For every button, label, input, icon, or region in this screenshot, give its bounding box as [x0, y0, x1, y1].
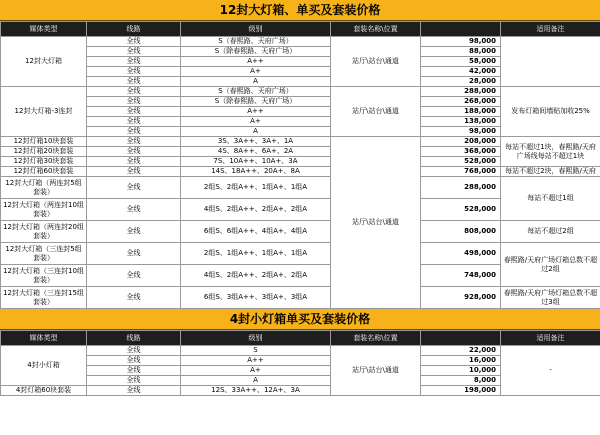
level: S（春熙路、天府广场）: [181, 37, 331, 47]
level: 6组S、3组A++、3组A+、3组A: [181, 287, 331, 309]
price: 42,000: [421, 67, 501, 77]
media-type: 12封灯箱10块套装: [1, 137, 87, 147]
price: 8,000: [421, 376, 501, 386]
price: 22,000: [421, 346, 501, 356]
media-type: 4封灯箱60块套装: [1, 386, 87, 396]
section2-table: [0, 330, 600, 396]
media-type: 12封灯箱30块套装: [1, 157, 87, 167]
table-row: [1, 177, 600, 199]
table-row: [1, 221, 600, 243]
line: 全线: [87, 356, 181, 366]
line: 全线: [87, 386, 181, 396]
level: A++: [181, 57, 331, 67]
col-line: 线路: [87, 22, 181, 37]
col-location: 套装名称\位置: [331, 22, 421, 37]
col-price: [421, 22, 501, 37]
section1-table: [0, 21, 600, 309]
level: S（春熙路、天府广场）: [181, 87, 331, 97]
level: 2组S、1组A++、1组A+、1组A: [181, 243, 331, 265]
level: 7S、10A++、10A+、3A: [181, 157, 331, 167]
price: 28,000: [421, 77, 501, 87]
table-row: [1, 87, 600, 97]
location: 站厅\站台\通道: [331, 137, 421, 309]
line: 全线: [87, 37, 181, 47]
line: 全线: [87, 77, 181, 87]
note: 春熙路/天府广场灯箱总数不超过3组: [501, 287, 600, 309]
section1-title: 12封大灯箱、单买及套装价格: [0, 0, 600, 21]
price: 368,000: [421, 147, 501, 157]
col-media-type: 媒体类型: [1, 331, 87, 346]
line: 全线: [87, 47, 181, 57]
price: 58,000: [421, 57, 501, 67]
line: 全线: [87, 57, 181, 67]
note: 每站不超过1块，春熙路/天府广场线每站不超过1块: [501, 137, 600, 167]
line: 全线: [87, 177, 181, 199]
section2-title: 4封小灯箱单买及套装价格: [0, 309, 600, 330]
price: 268,000: [421, 97, 501, 107]
price: 288,000: [421, 177, 501, 199]
line: 全线: [87, 265, 181, 287]
price: 288,000: [421, 87, 501, 97]
level: 4组S、2组A++、2组A+、2组A: [181, 199, 331, 221]
price: 208,000: [421, 137, 501, 147]
line: 全线: [87, 157, 181, 167]
media-type: 12封大灯箱（两连封5组套装）: [1, 177, 87, 199]
price: 528,000: [421, 199, 501, 221]
table-row: [1, 137, 600, 147]
level: 12S、33A++、12A+、3A: [181, 386, 331, 396]
col-location: 套装名称\位置: [331, 331, 421, 346]
price: 10,000: [421, 366, 501, 376]
level: A+: [181, 67, 331, 77]
level: S（除春熙路、天府广场）: [181, 47, 331, 57]
price: 16,000: [421, 356, 501, 366]
media-type: 12封灯箱60块套装: [1, 167, 87, 177]
table-row: [1, 167, 600, 177]
media-type: 12封大灯箱: [1, 37, 87, 87]
price: 98,000: [421, 127, 501, 137]
note: 发布灯箱间墙贴加收25%: [501, 87, 600, 137]
col-level: 级别: [181, 331, 331, 346]
table-row: [1, 346, 600, 356]
line: 全线: [87, 87, 181, 97]
level: 4组S、2组A++、2组A+、2组A: [181, 265, 331, 287]
price: 748,000: [421, 265, 501, 287]
level: A++: [181, 107, 331, 117]
table-row: [1, 243, 600, 265]
price: 928,000: [421, 287, 501, 309]
level: A+: [181, 117, 331, 127]
price: 188,000: [421, 107, 501, 117]
note: 每站不超过2组: [501, 221, 600, 243]
col-media-type: 媒体类型: [1, 22, 87, 37]
level: A: [181, 77, 331, 87]
media-type: 12封大灯箱（三连封5组套装）: [1, 243, 87, 265]
price: 528,000: [421, 157, 501, 167]
line: 全线: [87, 346, 181, 356]
price: 768,000: [421, 167, 501, 177]
note: 春熙路/天府广场灯箱总数不超过2组: [501, 243, 600, 287]
level: 4S、8A++、6A+、2A: [181, 147, 331, 157]
level: 14S、18A++、20A+、8A: [181, 167, 331, 177]
line: 全线: [87, 167, 181, 177]
line: 全线: [87, 117, 181, 127]
price: 808,000: [421, 221, 501, 243]
location: 站厅\站台\通道: [331, 87, 421, 137]
col-level: 级别: [181, 22, 331, 37]
level: A: [181, 127, 331, 137]
col-line: 线路: [87, 331, 181, 346]
line: 全线: [87, 366, 181, 376]
level: A++: [181, 356, 331, 366]
table-row: [1, 287, 600, 309]
price: 88,000: [421, 47, 501, 57]
line: 全线: [87, 243, 181, 265]
level: S: [181, 346, 331, 356]
level: 3S、3A++、3A+、1A: [181, 137, 331, 147]
media-type: 12封大灯箱（三连封10组套装）: [1, 265, 87, 287]
line: 全线: [87, 376, 181, 386]
level: 6组S、6组A++、4组A+、4组A: [181, 221, 331, 243]
col-note: 适用备注: [501, 22, 600, 37]
price: 138,000: [421, 117, 501, 127]
line: 全线: [87, 127, 181, 137]
line: 全线: [87, 147, 181, 157]
col-note: 适用备注: [501, 331, 600, 346]
price: 498,000: [421, 243, 501, 265]
line: 全线: [87, 199, 181, 221]
line: 全线: [87, 107, 181, 117]
media-type: 12封大灯箱（两连封20组套装）: [1, 221, 87, 243]
location: 站厅\站台\通道: [331, 346, 421, 396]
note: 每站不超过1组: [501, 177, 600, 221]
note: [501, 37, 600, 87]
level: A+: [181, 366, 331, 376]
level: 2组S、2组A++、1组A+、1组A: [181, 177, 331, 199]
level: A: [181, 376, 331, 386]
media-type: 4封小灯箱: [1, 346, 87, 386]
level: S（除春熙路、天府广场）: [181, 97, 331, 107]
price: 198,000: [421, 386, 501, 396]
line: 全线: [87, 67, 181, 77]
table-row: [1, 37, 600, 47]
line: 全线: [87, 221, 181, 243]
media-type: 12封大灯箱（两连封10组套装）: [1, 199, 87, 221]
note: -: [501, 346, 600, 396]
media-type: 12封大灯箱-3连封: [1, 87, 87, 137]
note: 每站不超过2块，春熙路/天府: [501, 167, 600, 177]
line: 全线: [87, 287, 181, 309]
location: 站厅\站台\通道: [331, 37, 421, 87]
price: 98,000: [421, 37, 501, 47]
col-price: [421, 331, 501, 346]
media-type: 12封灯箱20块套装: [1, 147, 87, 157]
line: 全线: [87, 137, 181, 147]
line: 全线: [87, 97, 181, 107]
media-type: 12封大灯箱（三连封15组套装）: [1, 287, 87, 309]
